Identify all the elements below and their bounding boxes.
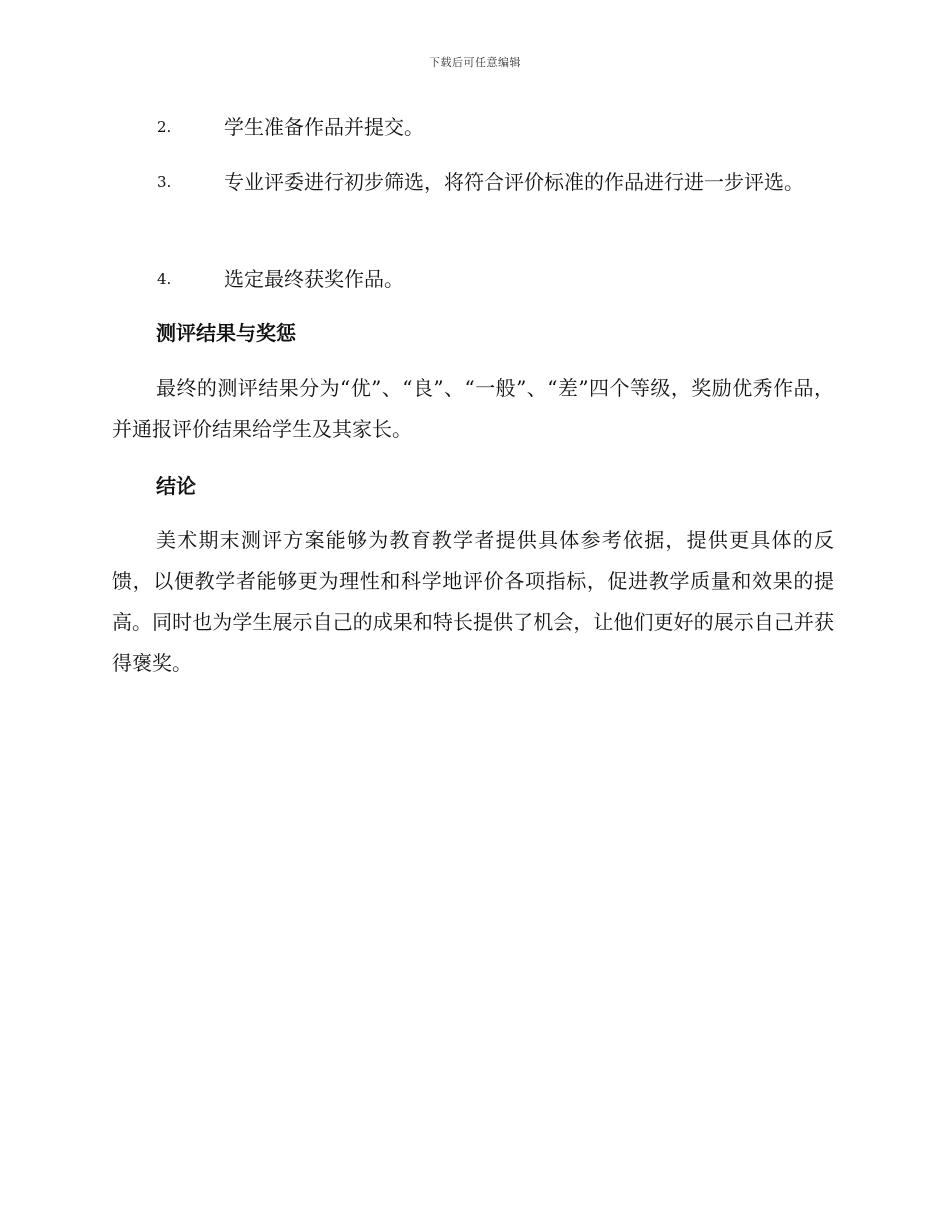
list-item-text: 选定最终获奖作品。 — [224, 267, 404, 291]
page-header: 下载后可任意编辑 — [429, 56, 521, 69]
list-item-3 — [112, 161, 832, 203]
list-item-text: 学生准备作品并提交。 — [224, 115, 424, 139]
section-heading-conclusion: 结论 — [156, 474, 196, 498]
list-item-text: 专业评委进行初步筛选，将符合评价标准的作品进行进一步评选。 — [224, 170, 804, 194]
section-heading-results: 测评结果与奖惩 — [156, 321, 296, 345]
list-item-number: 2. — [157, 118, 172, 136]
conclusion-paragraph: 美术期末测评方案能够为教育教学者提供具体参考依据，提供更具体的反馈，以便教学者能够更为理性和科学地评价各项指标，促进教学质量和效果的提高。同时也为学生展示自己的成果和特长提供了机会，让他们更好的展示自己并获得褒奖。 — [112, 528, 834, 675]
list-item-number: 4. — [157, 270, 172, 288]
results-paragraph: 最终的测评结果分为“优”、“良”、“一般”、“差”四个等级，奖励优秀作品，并通报评价结果给学生及其家长。 — [112, 376, 834, 441]
list-item-number: 3. — [157, 173, 172, 191]
list-item-4 — [112, 258, 832, 300]
list-item-2 — [112, 106, 832, 148]
